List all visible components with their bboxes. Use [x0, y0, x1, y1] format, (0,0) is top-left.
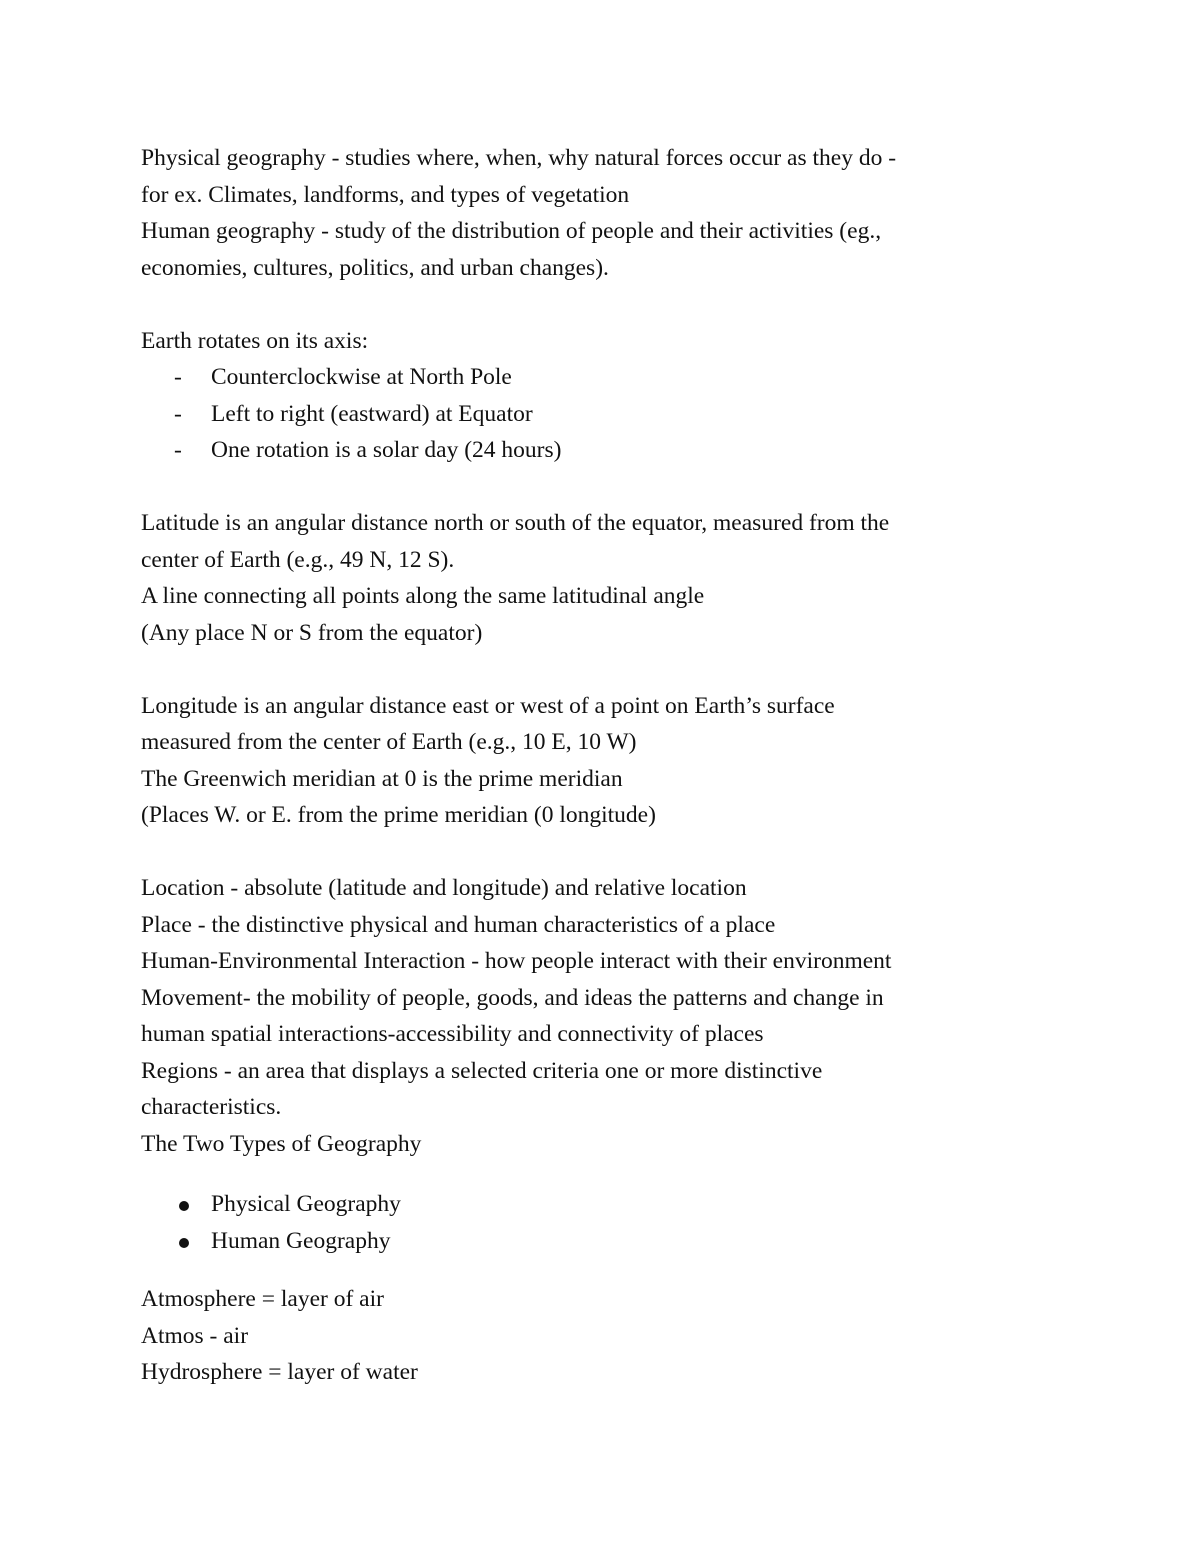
blank-line — [141, 286, 1041, 323]
dash-list-item-text: One rotation is a solar day (24 hours) — [211, 437, 562, 463]
paragraph-five-themes — [141, 870, 1041, 1162]
paragraph-latitude — [141, 505, 1041, 651]
dash-list-item-text: Counterclockwise at North Pole — [211, 364, 512, 390]
text-line: (Places W. or E. from the prime meridian (0 longitude) — [141, 802, 656, 828]
text-line: Latitude is an angular distance north or south of the equator, measured from the — [141, 510, 890, 536]
text-line: for ex. Climates, landforms, and types of vegetation — [141, 181, 630, 208]
paragraph-longitude — [141, 688, 1041, 834]
bullet-icon — [179, 1238, 189, 1248]
blank-line — [141, 651, 1041, 688]
bullet-list-item-text: Human Geography — [211, 1227, 391, 1254]
spacer — [141, 1259, 1041, 1281]
text-line: characteristics. — [141, 1094, 282, 1120]
text-line: Atmosphere = layer of air — [141, 1286, 384, 1312]
paragraph-spheres — [141, 1281, 1041, 1391]
bullet-list-geography-types — [141, 1186, 1041, 1259]
bullet-list-item — [141, 1186, 1041, 1223]
spacer — [141, 1162, 1041, 1186]
text-line: Location - absolute (latitude and longitude) and relative location — [141, 875, 747, 901]
bullet-list-item — [141, 1223, 1041, 1260]
text-line: Physical geography - studies where, when, why natural forces occur as they do - — [141, 145, 897, 171]
text-line: The Greenwich meridian at 0 is the prime meridian — [141, 765, 623, 792]
text-line: (Any place N or S from the equator) — [141, 619, 483, 646]
text-line: center of Earth (e.g., 49 N, 12 S). — [141, 546, 455, 573]
text-line: Longitude is an angular distance east or west of a point on Earth’s surface — [141, 692, 835, 719]
text-line: Movement- the mobility of people, goods, and ideas the patterns and change in — [141, 984, 884, 1011]
section-earth-rotation — [141, 323, 1041, 469]
bullet-list-item-text: Physical Geography — [211, 1191, 401, 1217]
dash-list-item — [141, 432, 1041, 469]
document-page — [141, 140, 1041, 1391]
dash-marker: - — [174, 437, 182, 463]
text-line: Human geography - study of the distribution of people and their activities (eg., — [141, 218, 882, 244]
dash-list-item-text: Left to right (eastward) at Equator — [211, 400, 533, 427]
text-line: Hydrosphere = layer of water — [141, 1359, 418, 1385]
text-line: The Two Types of Geography — [141, 1130, 422, 1157]
bullet-icon — [179, 1201, 189, 1211]
text-line: A line connecting all points along the same latitudinal angle — [141, 583, 705, 609]
paragraph-geography-definitions — [141, 140, 1041, 286]
dash-marker: - — [174, 400, 182, 427]
dash-list-item — [141, 359, 1041, 396]
text-line: Atmos - air — [141, 1322, 249, 1349]
text-line: measured from the center of Earth (e.g., 10 E, 10 W) — [141, 729, 637, 755]
text-line: Place - the distinctive physical and human characteristics of a place — [141, 911, 776, 938]
dash-list-item — [141, 396, 1041, 433]
text-line: Regions - an area that displays a selected criteria one or more distinctive — [141, 1057, 823, 1084]
text-line: Human-Environmental Interaction - how people interact with their environment — [141, 948, 892, 974]
text-line: economies, cultures, politics, and urban changes). — [141, 254, 609, 281]
dash-marker: - — [174, 364, 182, 390]
rotation-heading: Earth rotates on its axis: — [141, 327, 369, 354]
blank-line — [141, 834, 1041, 871]
blank-line — [141, 469, 1041, 506]
text-line: human spatial interactions-accessibility and connectivity of places — [141, 1021, 764, 1047]
